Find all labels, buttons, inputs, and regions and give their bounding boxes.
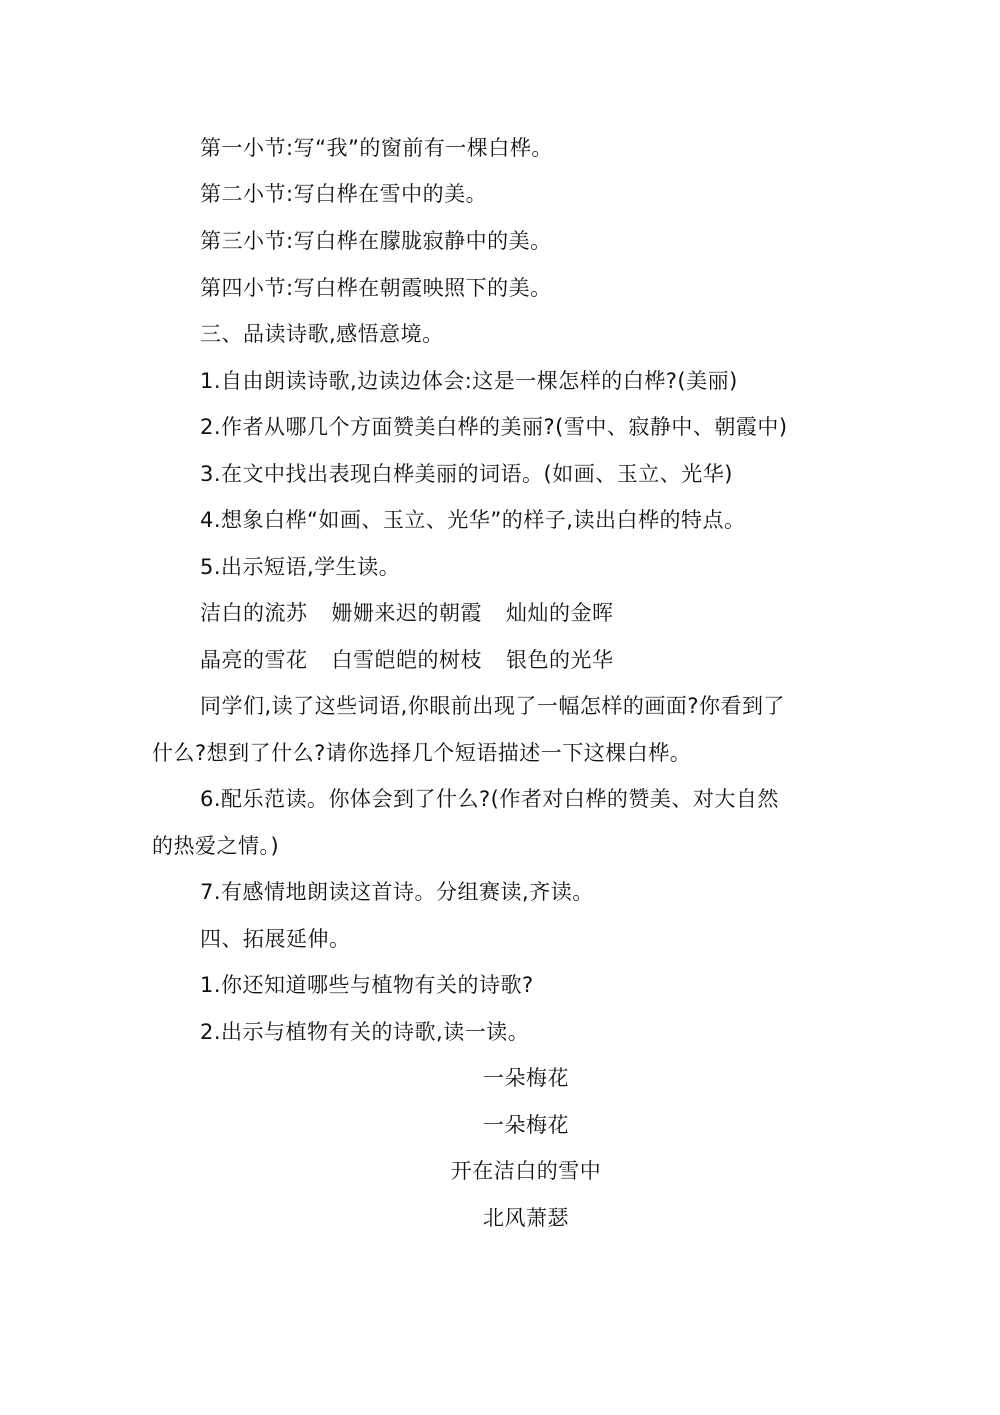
phrase: 灿灿的金晖 <box>506 601 614 625</box>
step-2: 2.作者从哪几个方面赞美白桦的美丽?(雪中、寂静中、朝霞中) <box>200 415 788 439</box>
step-4: 4.想象白桦“如画、玉立、光华”的样子,读出白桦的特点。 <box>200 508 746 532</box>
step-1: 1.自由朗读诗歌,边读边体会:这是一棵怎样的白桦?(美丽) <box>200 369 738 393</box>
section-3-summary: 第三小节:写白桦在朦胧寂静中的美。 <box>200 229 552 253</box>
step-3: 3.在文中找出表现白桦美丽的词语。(如画、玉立、光华) <box>200 462 733 486</box>
step-6-line-2: 的热爱之情。) <box>152 834 280 858</box>
phrase: 银色的光华 <box>506 648 614 672</box>
phrase: 姗姗来迟的朝霞 <box>331 601 482 625</box>
step-5: 5.出示短语,学生读。 <box>200 555 401 579</box>
phrase: 晶亮的雪花 <box>200 648 308 672</box>
phrase: 洁白的流苏 <box>200 601 308 625</box>
extension-step-2: 2.出示与植物有关的诗歌,读一读。 <box>200 1020 530 1044</box>
heading-3: 三、品读诗歌,感悟意境。 <box>200 322 444 346</box>
step-6-line-1: 6.配乐范读。你体会到了什么?(作者对白桦的赞美、对大自然 <box>200 787 779 811</box>
question-line-1: 同学们,读了这些词语,你眼前出现了一幅怎样的画面?你看到了 <box>200 694 785 718</box>
phrase: 白雪皑皑的树枝 <box>331 648 482 672</box>
section-1-summary: 第一小节:写“我”的窗前有一棵白桦。 <box>200 136 553 160</box>
poem-line: 开在洁白的雪中 <box>450 1159 602 1183</box>
section-4-summary: 第四小节:写白桦在朝霞映照下的美。 <box>200 276 552 300</box>
poem-line: 一朵梅花 <box>483 1113 569 1137</box>
section-2-summary: 第二小节:写白桦在雪中的美。 <box>200 182 488 206</box>
extension-step-1: 1.你还知道哪些与植物有关的诗歌? <box>200 973 534 997</box>
poem-title: 一朵梅花 <box>483 1066 569 1090</box>
heading-4: 四、拓展延伸。 <box>200 927 351 951</box>
poem-line: 北风萧瑟 <box>483 1206 569 1230</box>
step-7: 7.有感情地朗读这首诗。分组赛读,齐读。 <box>200 880 594 904</box>
phrase-row-1 <box>200 598 614 628</box>
question-line-2: 什么?想到了什么?请你选择几个短语描述一下这棵白桦。 <box>152 741 692 765</box>
phrase-row-2 <box>200 645 614 675</box>
